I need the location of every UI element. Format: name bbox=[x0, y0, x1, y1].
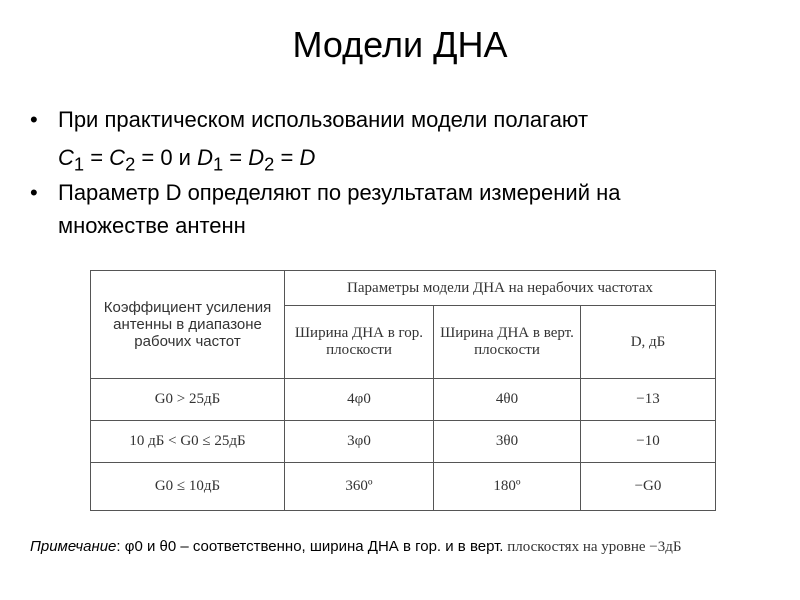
group-header: Параметры модели ДНА на нерабочих частотах bbox=[285, 271, 716, 306]
cell: −G0 bbox=[581, 463, 716, 511]
note-label: Примечание bbox=[30, 538, 117, 555]
cell: G0 ≤ 10дБ bbox=[91, 463, 285, 511]
cell: −13 bbox=[581, 379, 716, 421]
bullet-1 bbox=[30, 103, 589, 137]
bullet-2 bbox=[30, 176, 621, 210]
cell: −10 bbox=[581, 421, 716, 463]
cell: 360º bbox=[285, 463, 434, 511]
sub-header: Ширина ДНА в верт. плоскости bbox=[434, 306, 581, 379]
cell: 3φ0 bbox=[285, 421, 434, 463]
bullet-dot-icon: • bbox=[30, 180, 38, 205]
cell: 4φ0 bbox=[285, 379, 434, 421]
bullet-1-formula: $C_1 = C_2 = 0$ и $D_1 = D_2 = D$ bbox=[58, 145, 316, 175]
cell: 10 дБ < G0 ≤ 25дБ bbox=[91, 421, 285, 463]
note-text-2: плоскостях на уровне −3дБ bbox=[503, 539, 682, 555]
cell: 3θ0 bbox=[434, 421, 581, 463]
footnote bbox=[30, 537, 780, 557]
table-row bbox=[91, 421, 716, 463]
sub-header: D, дБ bbox=[581, 306, 716, 379]
col1-header: Коэффициент усиления антенны в диапазоне рабочих частот bbox=[91, 271, 285, 379]
note-text: : φ0 и θ0 – соответственно, ширина ДНА в гор. и в верт. bbox=[116, 538, 504, 555]
sub-header: Ширина ДНА в гор. плоскости bbox=[285, 306, 434, 379]
cell: G0 > 25дБ bbox=[91, 379, 285, 421]
bullet-text: Параметр D определяют по результатам измерений на bbox=[58, 180, 621, 205]
table-row bbox=[91, 379, 716, 421]
slide-title: Модели ДНА bbox=[292, 24, 508, 65]
bullet-text: При практическом использовании модели полагают bbox=[58, 107, 589, 132]
cell: 4θ0 bbox=[434, 379, 581, 421]
cell: 180º bbox=[434, 463, 581, 511]
parameters-table bbox=[90, 270, 716, 511]
table-row bbox=[91, 463, 716, 511]
bullet-2-cont: множестве антенн bbox=[58, 213, 246, 238]
bullet-dot-icon: • bbox=[30, 107, 38, 132]
